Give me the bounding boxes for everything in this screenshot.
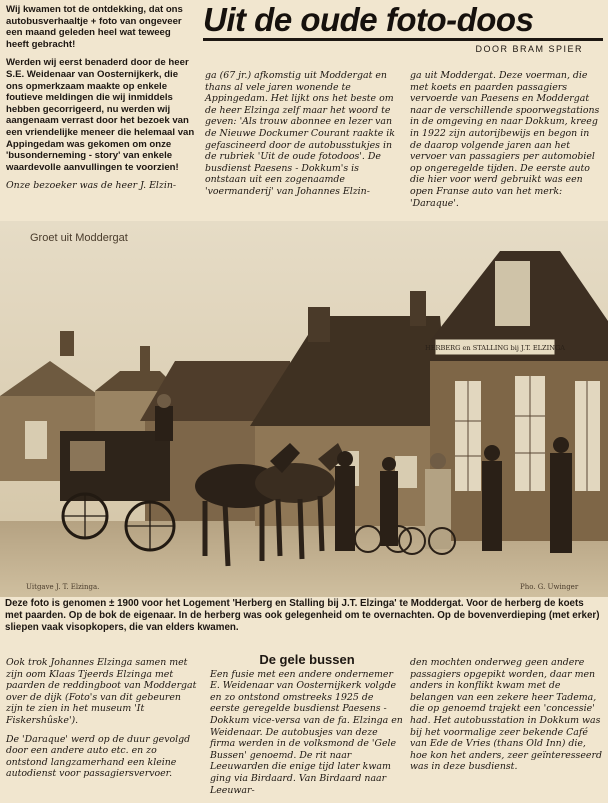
intro-paragraph-3: Onze bezoeker was de heer J. Elzin- — [6, 180, 177, 192]
bottom-column-3 — [410, 657, 604, 780]
bottom-column-1 — [6, 657, 200, 787]
herberg-sign: HERBERG en STALLING bij J.T. ELZINGA — [424, 344, 566, 352]
bottom-column-2 — [210, 654, 404, 803]
photo-caption: Deze foto is genomen ± 1900 voor het Logement 'Herberg en Stalling bij J.T. Elzinga' te Moddergat. Voor de herberg de koets met paarden. Op de bok de eigenaar. In de herberg was ook gelegenheid om te overnachten. Op de bovenverdieping (met erker) sliepen vaak visopkopers, die van elders kwamen. — [5, 598, 600, 634]
title-rule — [203, 38, 603, 41]
historic-photo-illustration — [0, 221, 608, 597]
bottom-column-1-paragraph-2: De 'Daraque' werd op de duur gevolgd door een andere auto etc. en zo ontstond langzamerhand een kleine autodienst voor passagiersvervoer. — [6, 733, 191, 780]
intro-column — [6, 4, 196, 199]
postcard-title: Groet uit Moddergat — [30, 232, 128, 244]
photo-credit: Pho. G. Uwinger — [520, 583, 579, 591]
bottom-column-1-paragraph-1: Ook trok Johannes Elzinga samen met zijn oom Klaas Tjeerds Elzinga met paarden de reddingboot van Moddergat over de dijk (Foto's van dit gebeuren zijn te zien in het museum 'It Fiskershûske'). — [6, 657, 197, 726]
section-heading: De gele bussen — [259, 652, 355, 667]
article-column-2 — [205, 70, 401, 205]
article-column-3-text: ga uit Moddergat. Deze voerman, die met koets en paarden passagiers vervoerde van Paesens en Moddergat naar de verschillende spoorwegstations in de omgeving en naar Dokkum, kreeg in 1922 zijn autorijbewijs en begon in de daarop volgende jaren aan het vervoer van passagiers per automobiel op ongeregelde tijden. De eerste auto die hier voor werd gebruikt was een open Franse auto van het merk: 'Daraque'. — [410, 70, 600, 209]
byline: DOOR BRAM SPIER — [475, 44, 583, 54]
bottom-column-2-text: Een fusie met een andere ondernemer E. Weidenaar van Oosternijkerk volgde en zo ontstond omstreeks 1925 de eerste geregelde busdienst Paesens - Dokkum vice-versa van de fa. Elzinga en Weidenaar. De autobusjes van deze firma werden in de volksmond de 'Gele Bussen' genoemd. De rit naar Leeuwarden die enige tijd later kwam ging via Birdaard. Van Birdaard naar Leeuwar- — [210, 668, 403, 796]
photo-publisher: Uitgave J. T. Elzinga. — [26, 583, 100, 591]
article-column-3 — [410, 70, 603, 216]
historic-photo — [0, 221, 608, 597]
bottom-column-3-text: den mochten onderweg geen andere passagiers opgepikt worden, daar men anders in konflikt kwam met de belangen van een zekere heer Tadema, die op genoemd trajekt een 'concessie' had. Het autobusstation in Dokkum was bij het voormalige zeer bekende Café van Ede de Vries (thans Old Inn) die, hoe kon het anders, zeer geïnteresseerd was in deze busdienst. — [410, 657, 602, 773]
masthead — [203, 3, 603, 55]
article-column-2-text: ga (67 jr.) afkomstig uit Moddergat en thans al vele jaren wonende te Appingedam. Het lijkt ons het beste om de heer Elzinga zelf maar het woord te geven: 'Als trouw abonnee en lezer van de Nieuwe Dockumer Courant raakte ik gefascineerd door de autobusstukjes in de rubriek 'Uit de oude fotodoos'. De busdienst Paesens - Dokkum's is ontstaan uit een zogenaamde 'voermanderij' van Johannes Elzin- — [205, 70, 395, 197]
page-title: Uit de oude foto-doos — [203, 1, 534, 38]
intro-paragraph-1: Wij kwamen tot de ontdekking, dat ons autobusverhaaltje + foto van ongeveer een maand geleden heel wat teweeg heeft gebracht! — [6, 4, 183, 50]
intro-paragraph-2: Werden wij eerst benaderd door de heer S.E. Weidenaar van Oosternijkerk, die ons opmerkzaam maakte op enkele foutieve meldingen die wij inmiddels hebben gecorrigeerd, nu werden wij aangenaam verrast door het bezoek van een vriendelijke meneer die helemaal van Appingedam was gekomen om onze 'busonderneming - story' van enkele waardevolle aanvullingen te voorzien! — [6, 57, 195, 173]
